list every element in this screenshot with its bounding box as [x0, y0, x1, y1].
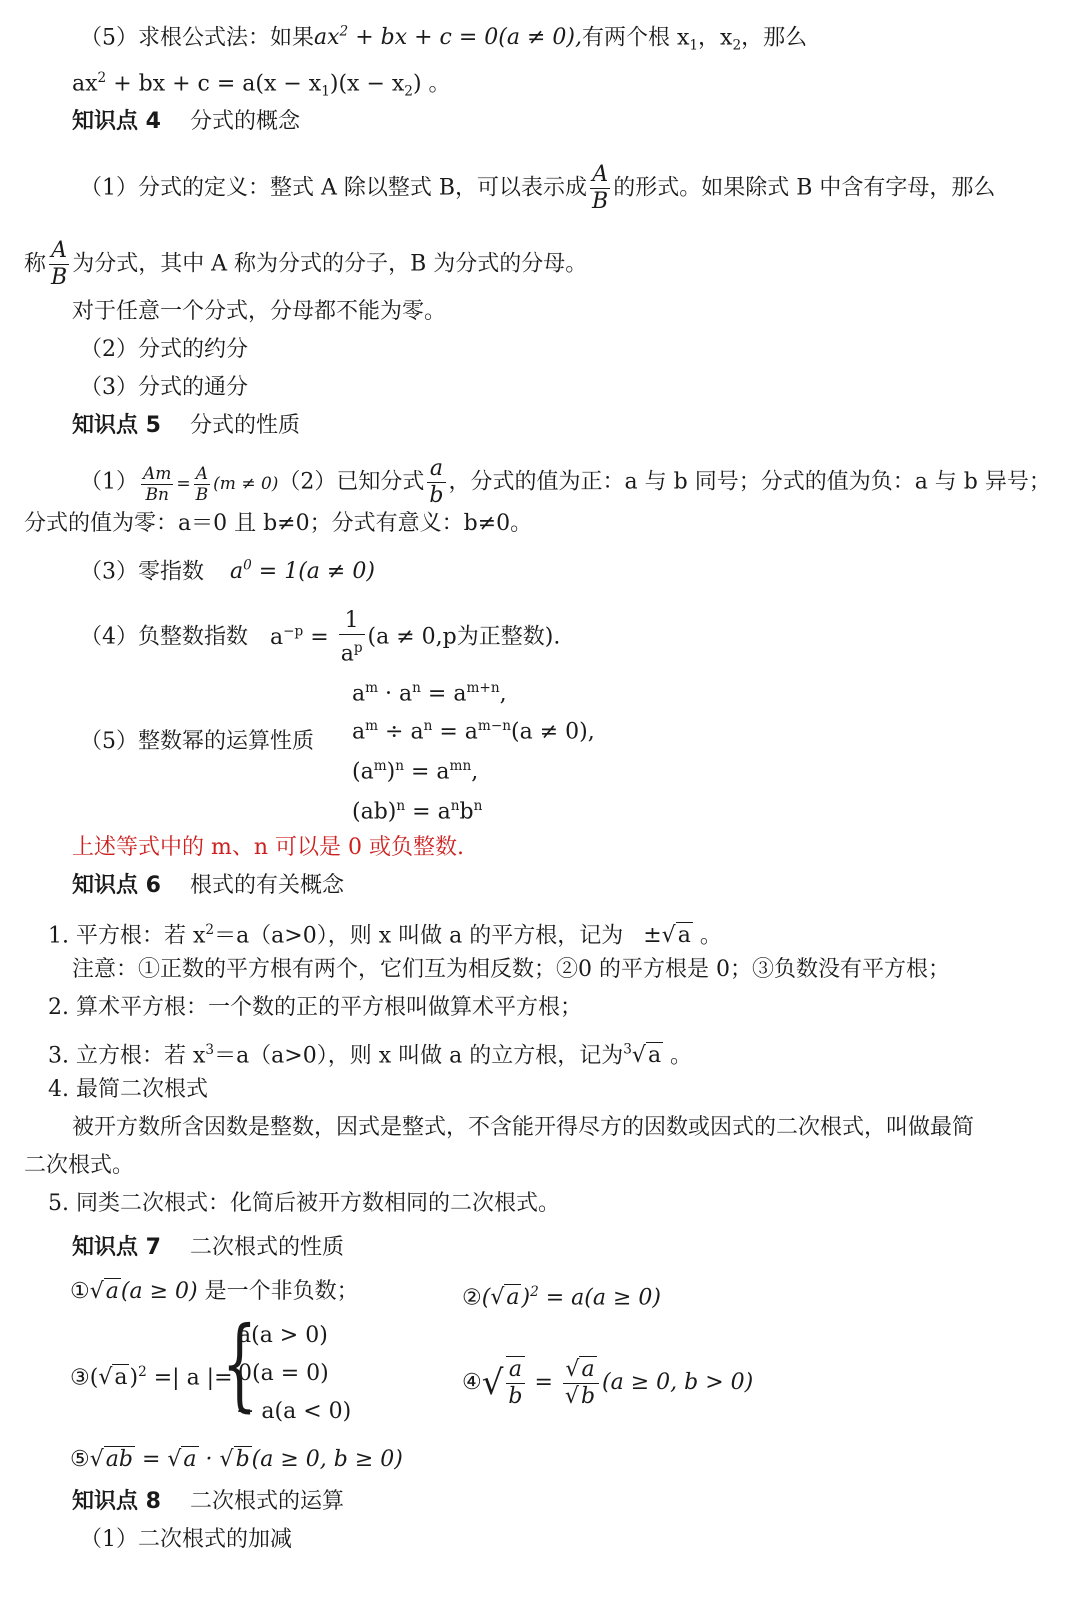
kp6-title: 根式的有关概念 — [189, 873, 344, 898]
kp6-i1-a: 1. 平方根：若 x — [48, 923, 206, 949]
kp5-p1-prefix: （1） — [80, 469, 138, 495]
fraction-a-over-b: $\frac{A}{B}$ — [592, 162, 609, 214]
kp6-item-5: 5. 同类二次根式：化简后被开方数相同的二次根式。 — [48, 1191, 560, 1216]
kp7-property-2: $②(√a)^2 = a(a \ge 0)$ — [462, 1284, 661, 1311]
zero-exponent-line — [80, 552, 375, 586]
piecewise-brace: { — [222, 1305, 257, 1422]
piecewise-case-zero: 0(a = 0) — [238, 1361, 329, 1386]
power-rules-label: （5）整数幂的运算性质 — [80, 729, 314, 754]
kp4-title: 分式的概念 — [189, 109, 300, 134]
roots-mid: 有两个根 x — [581, 25, 690, 51]
kp5-property-line — [80, 456, 1051, 509]
roots-formula-line: （5）求根公式法：如果$ax^2$ + bx + c = 0(a ≠ 0),有两个根 $x_1$，$x_2$，那么 — [80, 24, 808, 54]
negative-exponent-formula: $a^{-p}$ = $\frac{1}{a^p}$ — [270, 608, 363, 667]
kp6-i1-b: ＝a（a>0），则 x 叫做 a 的平方根，记为 — [214, 923, 624, 949]
kp7-property-1: ①√a(a ≥ 0) 是一个非负数； — [70, 1279, 359, 1304]
zero-exponent-formula: $a^0 = 1(a \ne 0)$ — [230, 558, 375, 585]
roots-prefix: （5）求根公式法：如果 — [80, 25, 314, 51]
kp7-property-5: ⑤√ab = √a · √b(a ≥ 0, b ≥ 0) — [70, 1447, 403, 1472]
kp7-p1-text: 是一个非负数； — [204, 1279, 359, 1304]
kp7-label: 知识点 7 — [72, 1235, 161, 1260]
neg-label: （4）负整数指数 — [80, 624, 248, 650]
cube-root-a: $^3$√a — [623, 1042, 662, 1069]
roots-tail: ，那么 — [741, 25, 808, 51]
kp6-label: 知识点 6 — [72, 873, 161, 898]
power-rule-product: $(ab)^n = a^nb^n$ — [352, 798, 483, 825]
kp5-p2-line2: 分式的值为零：a＝0 且 b≠0；分式有意义：b≠0。 — [24, 511, 533, 536]
kp7-heading — [72, 1234, 344, 1262]
kp4-label: 知识点 4 — [72, 109, 161, 134]
fraction-a-over-b: $\frac{A}{B}$ — [51, 238, 68, 290]
kp8-label: 知识点 8 — [72, 1489, 161, 1514]
kp4-def-a: （1）分式的定义：整式 A 除以整式 B，可以表示成 — [80, 175, 588, 201]
kp5-p2-prefix: （2）已知分式 — [278, 469, 425, 495]
kp8-title: 二次根式的运算 — [189, 1489, 344, 1514]
kp4-definition — [80, 162, 995, 215]
kp4-note: 对于任意一个分式，分母都不能为零。 — [72, 299, 447, 324]
power-rule-power: $(a^m)^n = a^{mn}$, — [352, 758, 479, 785]
power-rule-divide: $a^m \div a^n = a^{m-n}(a \ne 0)$, — [352, 718, 595, 745]
kp6-item-3: 3. 立方根：若 $x^3=a(a>0)$，则 x 叫做 a 的立方根，记为$^3$√a 。 — [48, 1042, 693, 1069]
kp4-def-d: 为分式，其中 A 称为分式的分子，B 为分式的分母。 — [72, 251, 588, 277]
piecewise-case-positive: a(a > 0) — [238, 1323, 328, 1348]
kp4-reduce: （2）分式的约分 — [80, 337, 248, 362]
fraction-a-over-b-lower: $\frac{a}{b}$ — [429, 456, 444, 508]
kp4-common: （3）分式的通分 — [80, 375, 248, 400]
kp4-heading — [72, 108, 300, 136]
kp5-title: 分式的性质 — [189, 413, 300, 438]
quadratic-equation: $ax^2$ + bx + c = 0(a ≠ 0), — [314, 24, 582, 51]
kp6-item-2: 2. 算术平方根：一个数的正的平方根叫做算术平方根； — [48, 995, 582, 1020]
kp5-label: 知识点 5 — [72, 413, 161, 438]
kp6-item-1: 1. 平方根：若 $x^2=a(a>0)$，则 x 叫做 a 的平方根，记为 ±√a 。 — [48, 922, 722, 949]
kp4-def-b: 的形式。如果除式 B 中含有字母，那么 — [613, 175, 996, 201]
kp6-item-4: 4. 最简二次根式 — [48, 1077, 208, 1102]
kp6-attention: 注意：①正数的平方根有两个，它们互为相反数；②0 的平方根是 0；③负数没有平方根； — [72, 957, 950, 982]
kp4-definition-cont — [24, 238, 587, 291]
kp7-property-4: ④√ $\frac{a}{b}$ = $\frac{√a}{√b}$ (a ≥ 0, b > 0) — [462, 1356, 754, 1409]
kp7-property-3: $③(√a)^2$ =| a |= — [70, 1364, 233, 1391]
kp8-item-1: （1）二次根式的加减 — [80, 1527, 292, 1552]
kp6-i4-desc1: 被开方数所含因数是整数，因式是整式，不含能开得尽方的因数或因式的二次根式，叫做最简 — [72, 1115, 975, 1140]
power-rule-multiply: $a^m \cdot a^n = a^{m+n}$, — [352, 680, 507, 707]
kp6-i3-b: ＝a（a>0），则 x 叫做 a 的立方根，记为 — [214, 1043, 624, 1069]
kp5-p2-text: ，分式的值为正：a 与 b 同号；分式的值为负：a 与 b 异号； — [448, 469, 1051, 495]
kp8-heading — [72, 1488, 344, 1516]
fraction-property-formula: $\frac{Am}{Bn}$ = $\frac{A}{B}$ (m ≠ 0) — [143, 463, 279, 505]
red-note: 上述等式中的 m、n 可以是 0 或负整数. — [72, 835, 464, 860]
kp7-title: 二次根式的性质 — [189, 1235, 344, 1260]
kp4-def-c: 称 — [24, 251, 47, 277]
kp5-heading — [72, 412, 300, 440]
negative-exponent-line — [80, 608, 560, 667]
kp6-i3-a: 3. 立方根：若 x — [48, 1043, 206, 1069]
factored-form: $ax^2$ + bx + $c = a(x - x_1)(x - x_2)$ 。 — [72, 70, 451, 100]
kp6-heading — [72, 872, 344, 900]
plus-minus-sqrt-a: ±√a — [643, 923, 691, 949]
neg-cond: (a ≠ 0,p为正整数). — [367, 624, 561, 650]
piecewise-case-negative: − a(a < 0) — [236, 1399, 352, 1424]
zero-label: （3）零指数 — [80, 559, 204, 585]
kp6-i4-desc2: 二次根式。 — [24, 1153, 135, 1178]
